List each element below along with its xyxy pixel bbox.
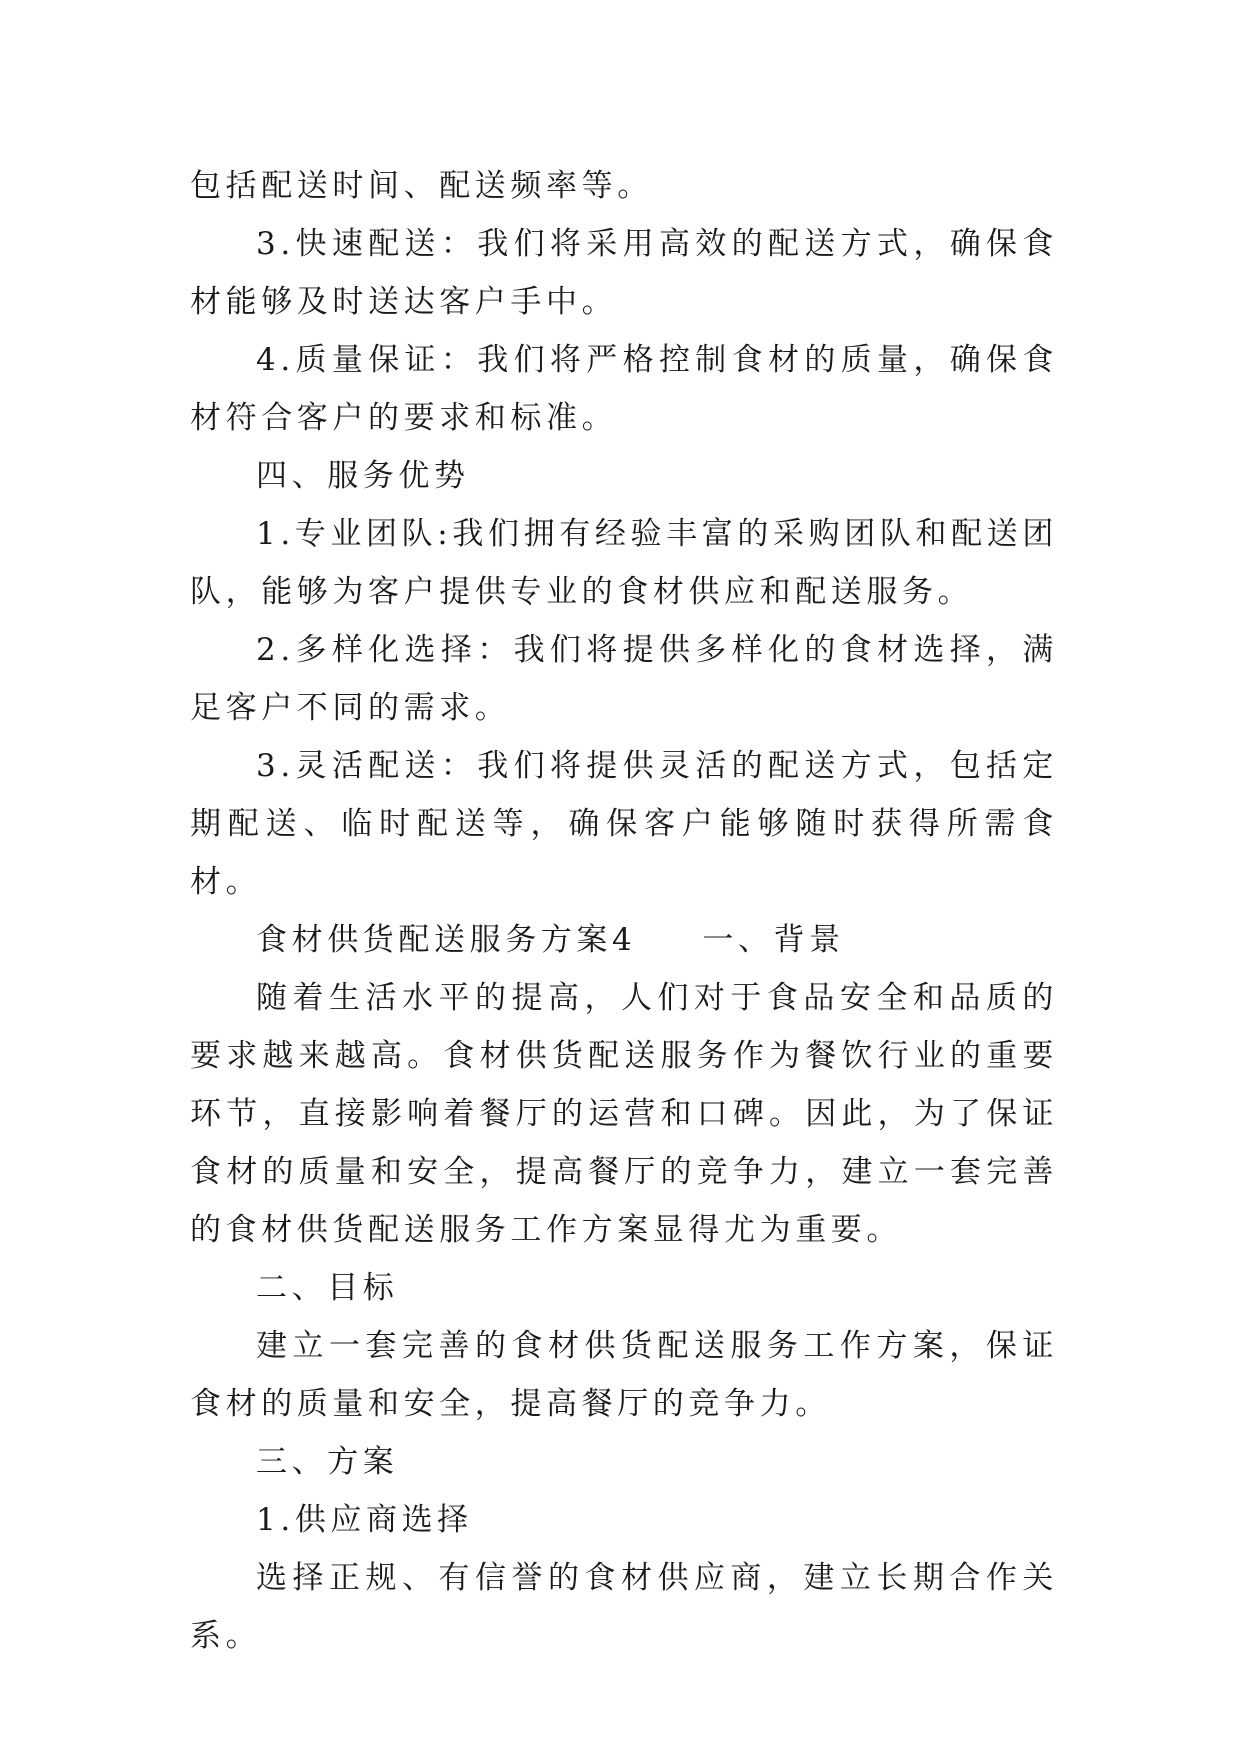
heading-plan-4	[190, 911, 1058, 969]
document-body	[190, 157, 1058, 1665]
heading-supplier-selection: 1.供应商选择	[256, 1502, 473, 1538]
heading-background: 一、背景	[702, 922, 845, 958]
heading-goal: 二、目标	[256, 1270, 399, 1306]
heading-plan: 三、方案	[256, 1444, 399, 1480]
paragraph-fast-delivery: 3.快速配送：我们将采用高效的配送方式，确保食材能够及时送达客户手中。	[190, 226, 1058, 320]
paragraph-quality-assurance: 4.质量保证：我们将严格控制食材的质量，确保食材符合客户的要求和标准。	[190, 342, 1058, 436]
heading-service-advantages: 四、服务优势	[256, 458, 470, 494]
paragraph-flexible-delivery: 3.灵活配送：我们将提供灵活的配送方式，包括定期配送、临时配送等，确保客户能够随时获得所需食材。	[190, 748, 1058, 900]
paragraph-supplier-selection: 选择正规、有信誉的食材供应商，建立长期合作关系。	[190, 1560, 1058, 1654]
paragraph-professional-team: 1.专业团队:我们拥有经验丰富的采购团队和配送团队，能够为客户提供专业的食材供应和配送服务。	[190, 516, 1058, 610]
paragraph-diverse-choice: 2.多样化选择：我们将提供多样化的食材选择，满足客户不同的需求。	[190, 632, 1058, 726]
paragraph-goal: 建立一套完善的食材供货配送服务工作方案，保证食材的质量和安全，提高餐厅的竞争力。	[190, 1328, 1058, 1422]
paragraph-delivery-continued: 包括配送时间、配送频率等。	[190, 168, 653, 204]
plan-title: 食材供货配送服务方案4	[256, 922, 637, 958]
paragraph-background: 随着生活水平的提高，人们对于食品安全和品质的要求越来越高。食材供货配送服务作为餐饮行业的重要环节，直接影响着餐厅的运营和口碑。因此，为了保证食材的质量和安全，提高餐厅的竞争力，建立一套完善的食材供货配送服务工作方案显得尤为重要。	[190, 980, 1058, 1248]
